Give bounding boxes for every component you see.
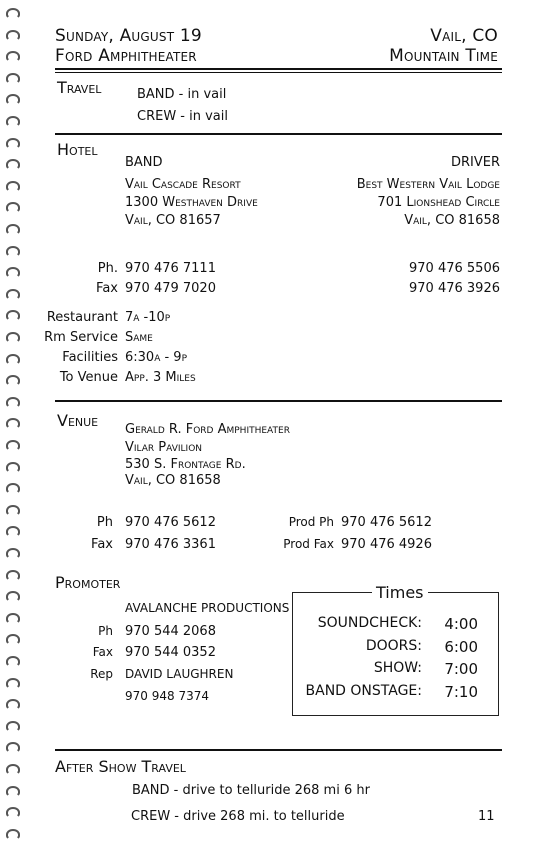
- venue-fax: 970 476 3361: [125, 537, 216, 552]
- binding-ring: [6, 202, 20, 213]
- hotel-driver-heading: DRIVER: [450, 155, 500, 170]
- travel-crew: CREW - in vail: [137, 109, 228, 124]
- after-show-crew: CREW - drive 268 mi. to telluride: [131, 809, 345, 824]
- venue-line4: Vail, CO 81658: [125, 473, 221, 488]
- binding-ring: [6, 786, 20, 797]
- spiral-binding: [0, 0, 26, 853]
- binding-ring: [6, 73, 20, 84]
- promoter-phone: 970 544 2068: [125, 624, 216, 639]
- binding-ring: [6, 332, 20, 343]
- header-rule: [55, 68, 502, 70]
- hotel-band-phone: 970 476 7111: [125, 261, 216, 276]
- binding-ring: [6, 591, 20, 602]
- soundcheck-time: 4:00: [444, 615, 478, 633]
- binding-ring: [6, 51, 20, 62]
- hotel-ph-label: Ph.: [97, 261, 118, 276]
- binding-ring: [6, 548, 20, 559]
- binding-ring: [6, 742, 20, 753]
- travel-band: BAND - in vail: [137, 87, 227, 102]
- binding-ring: [6, 8, 20, 19]
- binding-ring: [6, 678, 20, 689]
- binding-ring: [6, 505, 20, 516]
- after-show-band: BAND - drive to telluride 268 mi 6 hr: [132, 783, 370, 798]
- binding-ring: [6, 829, 20, 840]
- show-label: SHOW:: [373, 660, 422, 676]
- venue-prod-phone: 970 476 5612: [341, 515, 432, 530]
- hotel-driver-name: Best Western Vail Lodge: [356, 177, 500, 192]
- doors-label: DOORS:: [365, 638, 422, 654]
- promoter-ph-label: Ph: [98, 624, 113, 638]
- promoter-title: Promoter: [55, 573, 121, 592]
- venue-fax-label: Fax: [91, 537, 113, 552]
- restaurant-label: Restaurant: [46, 310, 118, 325]
- to-venue-distance: App. 3 Miles: [125, 370, 196, 385]
- venue-ph-label: Ph: [96, 515, 113, 530]
- venue-prod-fax: 970 476 4926: [341, 537, 432, 552]
- hotel-fax-label: Fax: [96, 281, 118, 296]
- binding-ring: [6, 138, 20, 149]
- binding-ring: [6, 181, 20, 192]
- binding-ring: [6, 462, 20, 473]
- binding-ring: [6, 570, 20, 581]
- rm-service-value: Same: [125, 330, 153, 345]
- binding-ring: [6, 30, 20, 41]
- binding-ring: [6, 634, 20, 645]
- hotel-driver-phone: 970 476 5506: [409, 261, 500, 276]
- venue-prod-ph-label: Prod Ph: [288, 515, 334, 529]
- after-show-rule: [55, 749, 502, 751]
- promoter-rep-phone: 970 948 7374: [125, 689, 209, 703]
- venue-line1: Gerald R. Ford Amphitheater: [125, 422, 290, 437]
- hotel-driver-city: Vail, CO 81658: [404, 213, 500, 228]
- rm-service-label: Rm Service: [44, 330, 118, 345]
- binding-ring: [6, 267, 20, 278]
- promoter-company: AVALANCHE PRODUCTIONS: [125, 601, 290, 615]
- binding-ring: [6, 699, 20, 710]
- travel-title: Travel: [57, 78, 102, 97]
- hotel-driver-street: 701 Lionshead Circle: [377, 195, 500, 210]
- binding-ring: [6, 289, 20, 300]
- promoter-rep-name: DAVID LAUGHREN: [125, 667, 234, 681]
- doors-time: 6:00: [444, 638, 478, 656]
- after-show-title: After Show Travel: [55, 757, 186, 776]
- hotel-band-street: 1300 Westhaven Drive: [125, 195, 258, 210]
- binding-ring: [6, 310, 20, 321]
- page-number: 11: [478, 809, 495, 824]
- binding-ring: [6, 159, 20, 170]
- timezone-heading: Mountain Time: [389, 46, 498, 66]
- binding-ring: [6, 764, 20, 775]
- hotel-band-fax: 970 479 7020: [125, 281, 216, 296]
- promoter-fax-label: Fax: [92, 645, 113, 659]
- soundcheck-label: SOUNDCHECK:: [317, 615, 422, 631]
- facilities-hours: 6:30a - 9p: [125, 350, 188, 365]
- city-heading: Vail, CO: [430, 26, 498, 46]
- binding-ring: [6, 721, 20, 732]
- binding-ring: [6, 354, 20, 365]
- header-rule-thin: [55, 72, 502, 73]
- hotel-band-city: Vail, CO 81657: [125, 213, 221, 228]
- venue-title: Venue: [57, 411, 99, 430]
- binding-ring: [6, 397, 20, 408]
- binding-ring: [6, 224, 20, 235]
- binding-ring: [6, 656, 20, 667]
- binding-ring: [6, 246, 20, 257]
- promoter-rep-label: Rep: [90, 667, 113, 681]
- venue-prod-fax-label: Prod Fax: [283, 537, 334, 551]
- binding-ring: [6, 94, 20, 105]
- hotel-rule: [55, 400, 502, 402]
- travel-rule: [55, 133, 502, 135]
- to-venue-label: To Venue: [59, 370, 118, 385]
- band-onstage-time: 7:10: [444, 683, 478, 701]
- venue-heading: Ford Amphitheater: [55, 46, 197, 66]
- binding-ring: [6, 418, 20, 429]
- hotel-band-name: Vail Cascade Resort: [125, 177, 241, 192]
- date-heading: Sunday, August 19: [55, 26, 202, 46]
- hotel-title: Hotel: [57, 140, 98, 159]
- facilities-label: Facilities: [62, 350, 118, 365]
- show-time: 7:00: [444, 660, 478, 678]
- binding-ring: [6, 526, 20, 537]
- binding-ring: [6, 613, 20, 624]
- binding-ring: [6, 375, 20, 386]
- binding-ring: [6, 807, 20, 818]
- venue-line3: 530 S. Frontage Rd.: [125, 457, 246, 472]
- band-onstage-label: BAND ONSTAGE:: [305, 683, 422, 699]
- binding-ring: [6, 116, 20, 127]
- binding-ring: [6, 483, 20, 494]
- venue-line2: Vilar Pavilion: [125, 440, 203, 455]
- hotel-band-heading: BAND: [125, 155, 163, 170]
- times-title: Times: [372, 583, 428, 602]
- binding-ring: [6, 440, 20, 451]
- restaurant-hours: 7a -10p: [125, 310, 171, 325]
- hotel-driver-fax: 970 476 3926: [409, 281, 500, 296]
- venue-phone: 970 476 5612: [125, 515, 216, 530]
- promoter-fax: 970 544 0352: [125, 645, 216, 660]
